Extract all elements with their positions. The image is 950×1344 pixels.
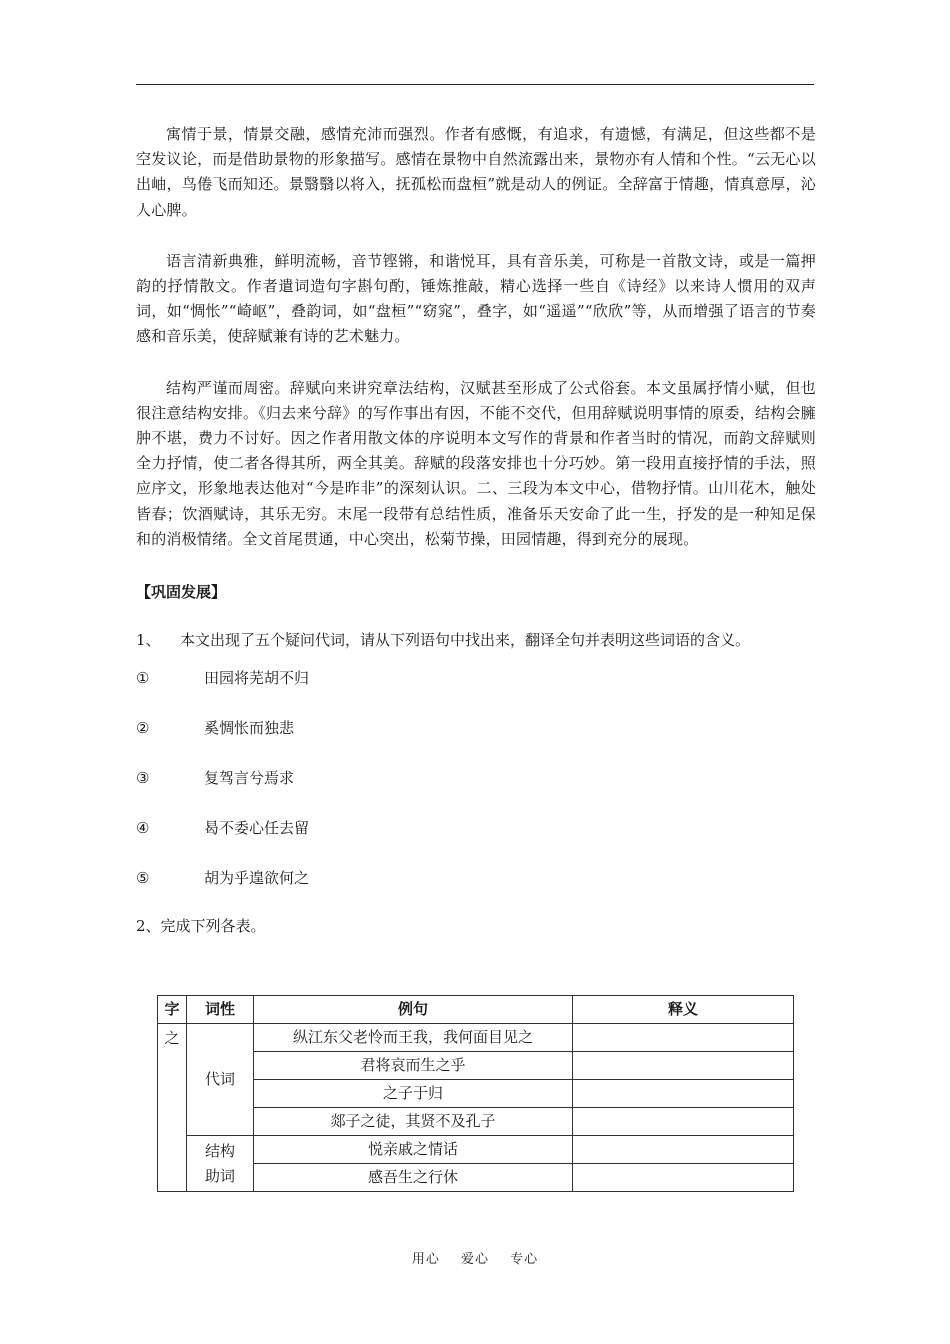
example-cell: 君将哀而生之乎	[254, 1052, 573, 1080]
vocab-table	[157, 995, 794, 1192]
header-liju: 例句	[254, 996, 573, 1024]
item-marker: ⑤	[136, 869, 150, 888]
table-row	[158, 1024, 794, 1052]
cixing-particle	[187, 1136, 254, 1192]
question-1-number: 1、	[136, 631, 161, 650]
cixing-particle-line1: 结构	[204, 1141, 235, 1160]
paragraph-1: 寓情于景，情景交融，感情充沛而强烈。作者有感慨，有追求，有遗憾，有满足，但这些都不是空发议论，而是借助景物的形象描写。感情在景物中自然流露出来，景物亦有人情和个性。“云无心以出岫，鸟倦飞而知还。景翳翳以将入，抚孤松而盘桓”就是动人的例证。全辞富于情趣，情真意厚，沁人心脾。	[136, 125, 816, 219]
question-1-items	[136, 666, 816, 890]
item-marker: ③	[136, 769, 150, 788]
answer-cell[interactable]	[573, 1024, 794, 1052]
question-2: 2、完成下列各表。	[136, 917, 266, 936]
table-row	[158, 1136, 794, 1164]
example-cell: 悦亲戚之情话	[254, 1136, 573, 1164]
item-text: 田园将芜胡不归	[204, 669, 310, 688]
question-1	[136, 628, 816, 652]
table-row	[158, 1052, 794, 1080]
answer-cell[interactable]	[573, 1136, 794, 1164]
answer-cell[interactable]	[573, 1080, 794, 1108]
section-title: 【巩固发展】	[136, 583, 227, 602]
footer-word: 用心	[411, 1252, 440, 1267]
list-item	[136, 666, 816, 690]
footer-word: 爱心	[460, 1252, 489, 1267]
cixing-pronoun: 代词	[187, 1024, 254, 1136]
cixing-particle-line2: 助词	[204, 1166, 235, 1185]
item-text: 奚惆怅而独悲	[204, 719, 295, 738]
header-shiyi: 释义	[573, 996, 794, 1024]
list-item	[136, 716, 816, 740]
list-item	[136, 766, 816, 790]
item-text: 复驾言兮焉求	[204, 769, 295, 788]
example-cell: 纵江东父老怜而王我，我何面目见之	[254, 1024, 573, 1052]
paragraph-3: 结构严谨而周密。辞赋向来讲究章法结构，汉赋甚至形成了公式俗套。本文虽属抒情小赋，但也很注意结构安排。《归去来兮辞》的写作事出有因，不能不交代，但用辞赋说明事情的原委，结构会臃肿不堪，费力不讨好。因之作者用散文体的序说明本文写作的背景和作者当时的情况，而韵文辞赋则全力抒情，使二者各得其所，两全其美。辞赋的段落安排也十分巧妙。第一段用直接抒情的手法，照应序文，形象地表达他对“今是昨非”的深刻认识。二、三段为本文中心，借物抒情。山川花木，触处皆春；饮酒赋诗，其乐无穷。末尾一段带有总结性质，准备乐天安命了此一生，抒发的是一种知足保和的消极情绪。全文首尾贯通，中心突出，松菊节操，田园情趣，得到充分的展现。	[136, 378, 816, 548]
document-body	[136, 122, 816, 938]
example-cell: 之子于归	[254, 1080, 573, 1108]
item-marker: ④	[136, 819, 150, 838]
table-row	[158, 1164, 794, 1192]
header-cixing: 词性	[187, 996, 254, 1024]
answer-cell[interactable]	[573, 1108, 794, 1136]
list-item	[136, 816, 816, 840]
item-text: 曷不委心任去留	[204, 819, 310, 838]
table-header-row	[158, 996, 794, 1024]
example-cell: 感吾生之行休	[254, 1164, 573, 1192]
list-item	[136, 866, 816, 890]
zi-cell: 之	[158, 1024, 187, 1192]
item-marker: ①	[136, 669, 150, 688]
answer-cell[interactable]	[573, 1052, 794, 1080]
header-rule	[136, 84, 814, 85]
page-footer	[0, 1248, 950, 1267]
example-cell: 郯子之徒，其贤不及孔子	[254, 1108, 573, 1136]
footer-word: 专心	[510, 1252, 539, 1267]
table-row	[158, 1108, 794, 1136]
table-row	[158, 1080, 794, 1108]
item-text: 胡为乎遑欲何之	[204, 869, 310, 888]
header-zi: 字	[158, 996, 187, 1024]
answer-cell[interactable]	[573, 1164, 794, 1192]
item-marker: ②	[136, 719, 150, 738]
question-1-text: 本文出现了五个疑问代词，请从下列语句中找出来，翻译全句并表明这些词语的含义。	[180, 631, 751, 650]
paragraph-2: 语言清新典雅，鲜明流畅，音节铿锵，和谐悦耳，具有音乐美，可称是一首散文诗，或是一篇押韵的抒情散文。作者遣词造句字斟句酌，锤炼推敲，精心选择一些自《诗经》以来诗人惯用的双声词，如“惆怅”“崎岖”，叠韵词，如“盘桓”“窈窕”，叠字，如“遥遥”“欣欣”等，从而增强了语言的节奏感和音乐美，使辞赋兼有诗的艺术魅力。	[136, 251, 816, 346]
